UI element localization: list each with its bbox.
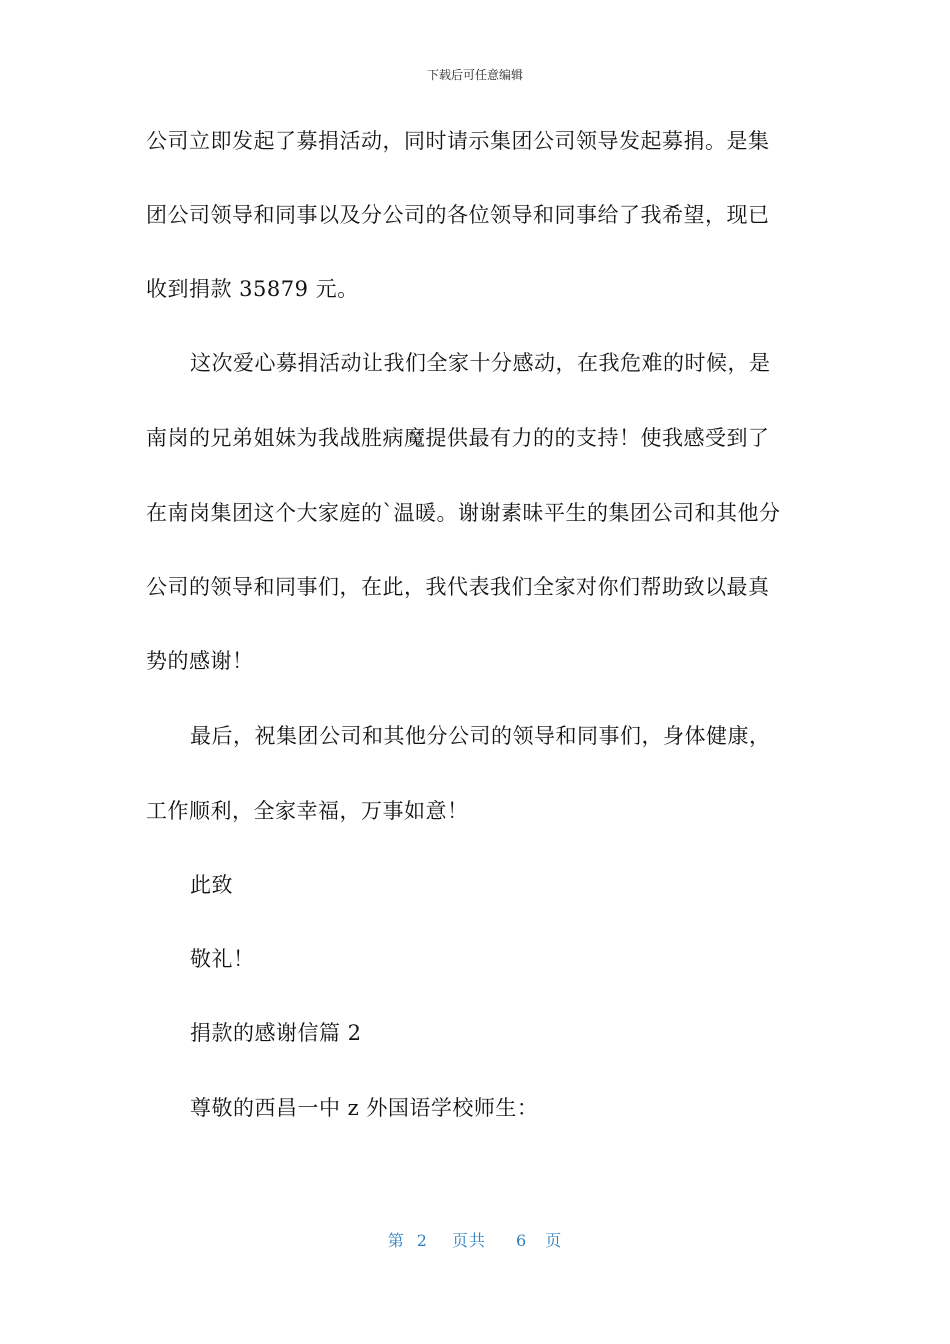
footer-label: 页 bbox=[545, 1231, 563, 1250]
text-line: 这次爱心募捐活动让我们全家十分感动，在我危难的时候，是 bbox=[190, 351, 771, 375]
text-line: 势的感谢！ bbox=[146, 649, 254, 673]
section-title: 捐款的感谢信篇 2 bbox=[190, 1021, 362, 1045]
footer-label: 第 bbox=[387, 1231, 405, 1250]
text-line: 最后，祝集团公司和其他分公司的领导和同事们，身体健康， bbox=[190, 724, 771, 748]
salutation: 尊敬的西昌一中 z 外国语学校师生： bbox=[190, 1096, 539, 1120]
text-line: 收到捐款 35879 元。 bbox=[146, 277, 359, 301]
text-line: 工作顺利，全家幸福，万事如意！ bbox=[146, 799, 469, 823]
page-footer bbox=[0, 1228, 950, 1251]
text-line: 公司立即发起了募捐活动，同时请示集团公司领导发起募捐。是集 bbox=[146, 129, 770, 153]
text-line: 在南岗集团这个大家庭的`温暖。谢谢素昧平生的集团公司和其他分 bbox=[146, 501, 781, 525]
footer-label: 页共 bbox=[451, 1231, 486, 1250]
page-header: 下载后可任意编辑 bbox=[426, 68, 523, 82]
text-line: 团公司领导和同事以及分公司的各位领导和同事给了我希望，现已 bbox=[146, 203, 770, 227]
closing-line: 敬礼！ bbox=[190, 947, 255, 971]
text-line: 南岗的兄弟姐妹为我战胜病魔提供最有力的的支持！使我感受到了 bbox=[146, 426, 770, 450]
total-page-number: 6 bbox=[516, 1231, 528, 1250]
current-page-number: 2 bbox=[416, 1231, 428, 1250]
text-line: 公司的领导和同事们，在此，我代表我们全家对你们帮助致以最真 bbox=[146, 575, 770, 599]
closing-line: 此致 bbox=[190, 873, 233, 897]
